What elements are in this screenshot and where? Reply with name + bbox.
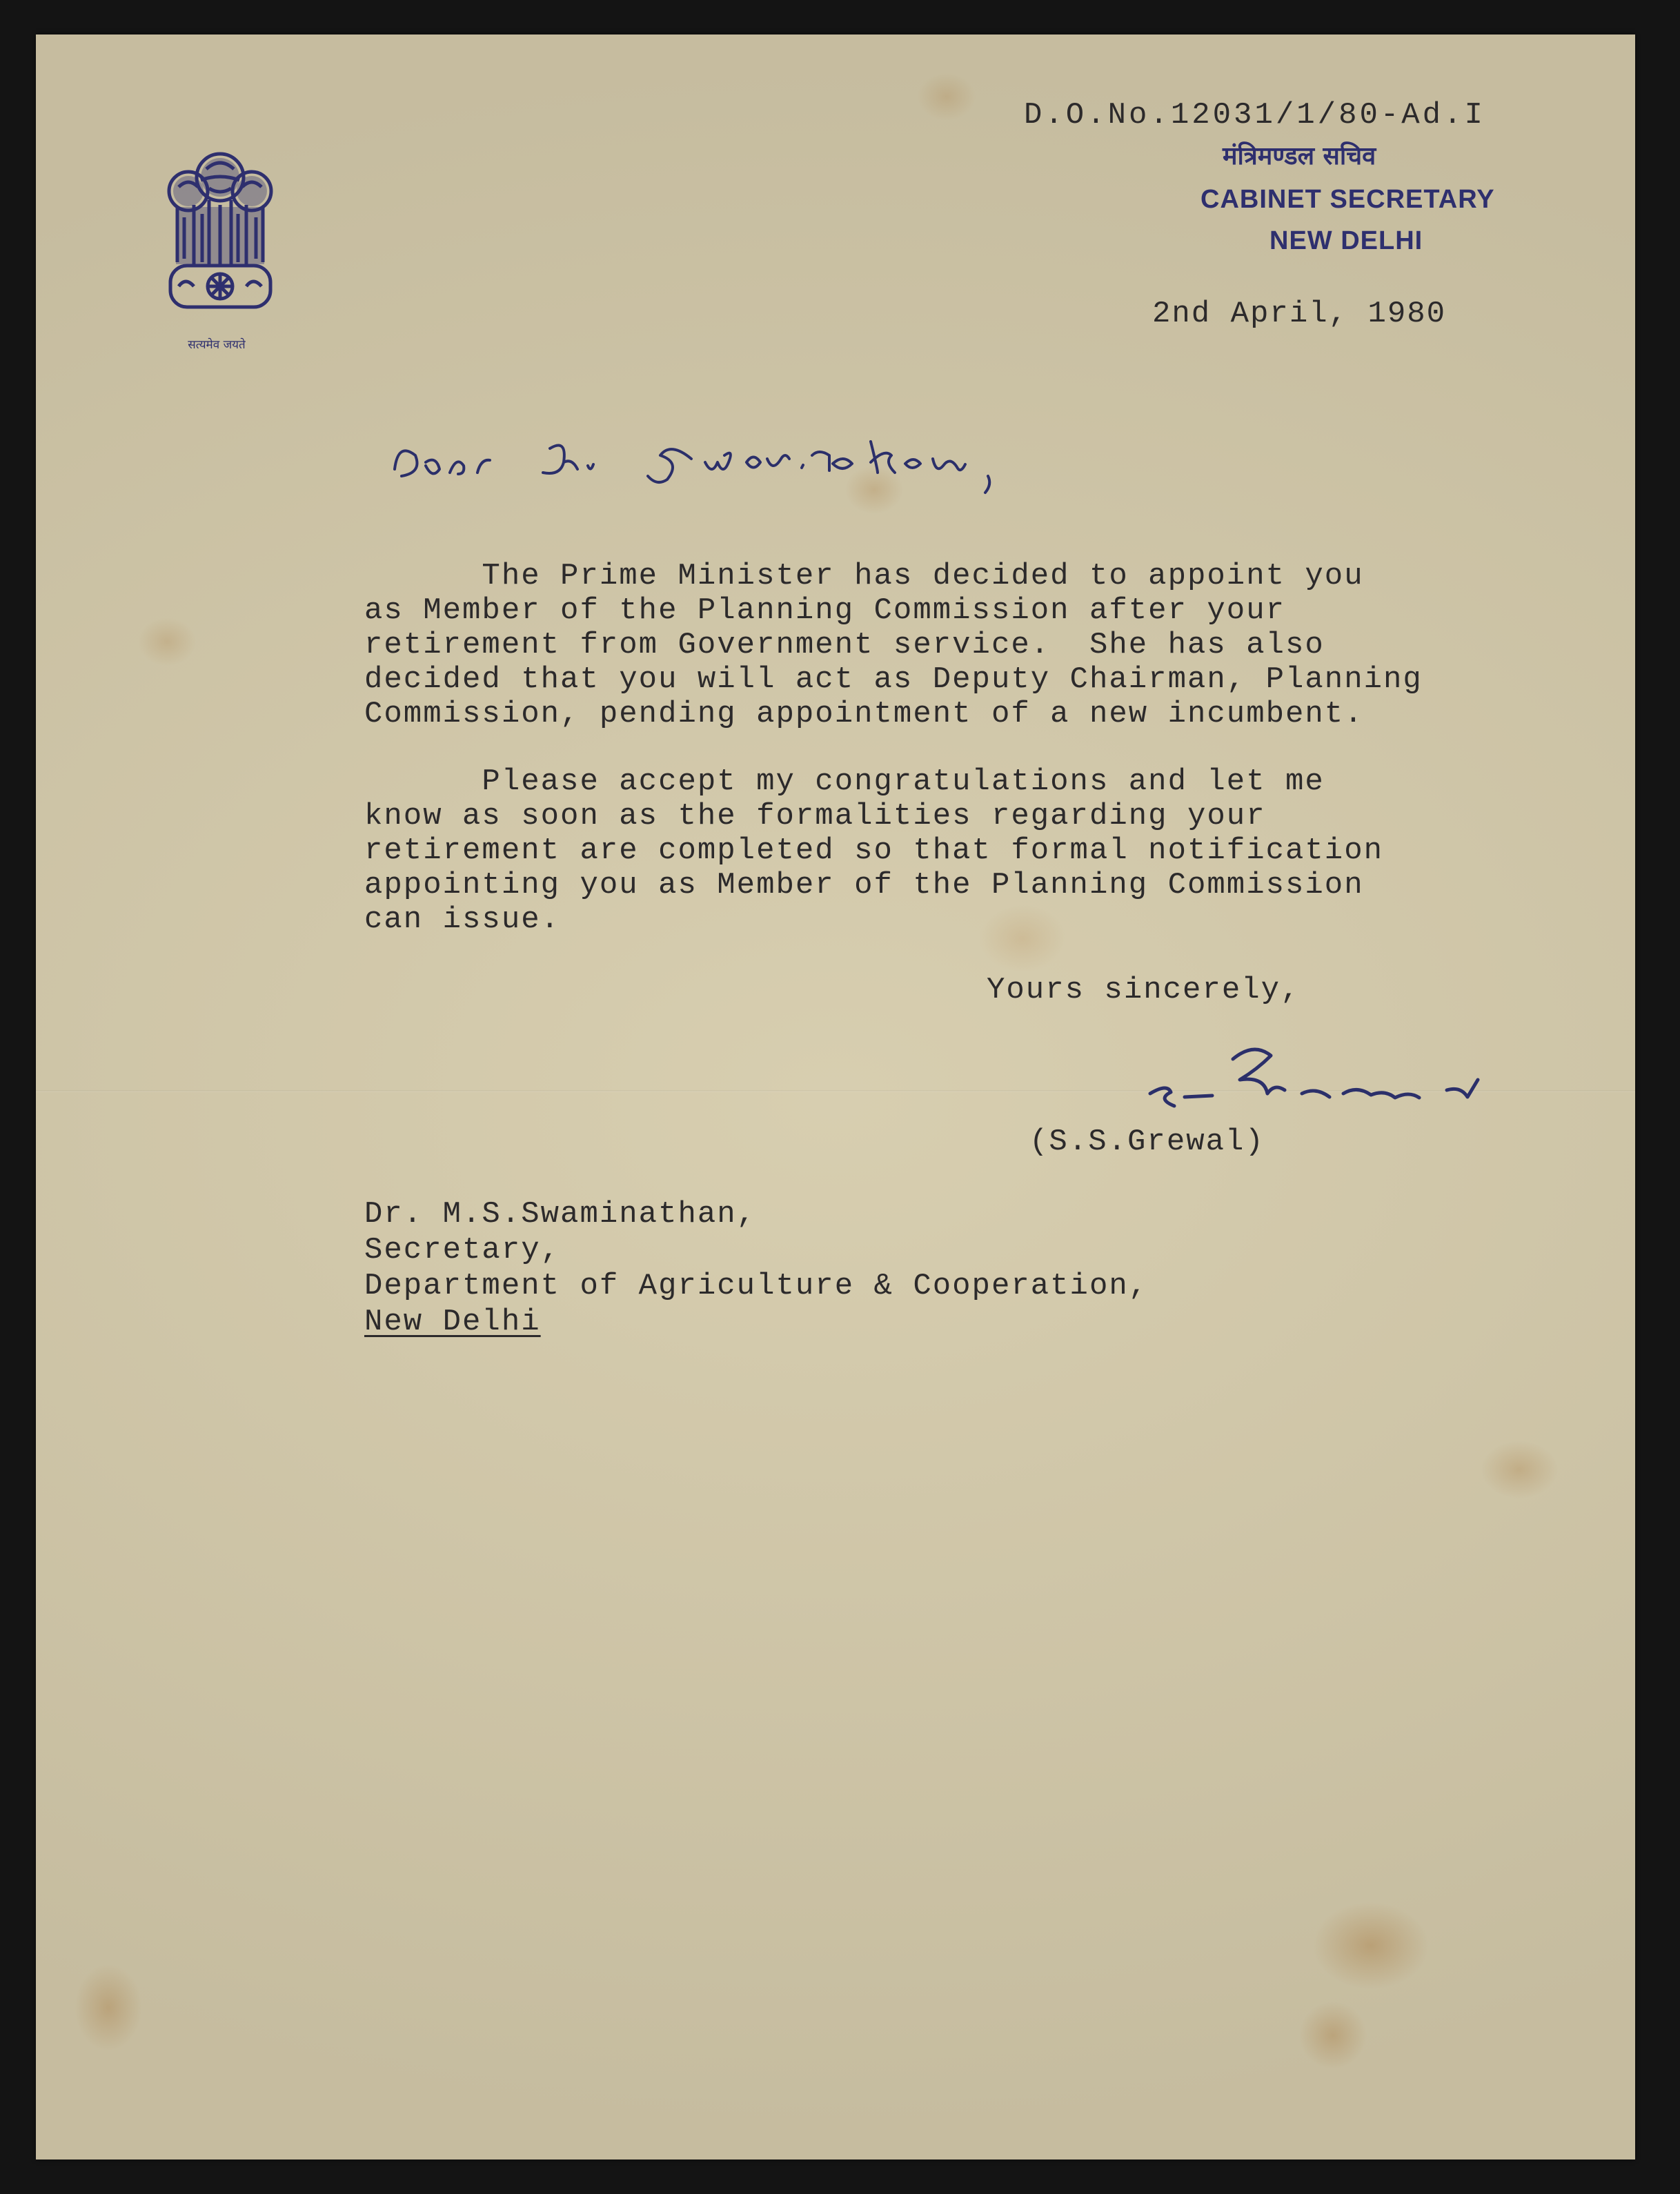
emblem-motto: सत्यमेव जयते [188, 338, 246, 352]
letter-sheet [36, 34, 1635, 2160]
recipient-designation: Secretary, [364, 1233, 561, 1267]
body-paragraph-2-line-5: can issue. [364, 902, 561, 937]
body-paragraph-2-line-4: appointing you as Member of the Planning Commission [364, 868, 1364, 902]
signatory-name: (S.S.Grewal) [1029, 1125, 1265, 1159]
letter-date: 2nd April, 1980 [1152, 297, 1447, 331]
body-paragraph-2-line-1: Please accept my congratulations and let me [364, 764, 1325, 799]
body-paragraph-2-line-3: retirement are completed so that formal notification [364, 833, 1384, 868]
body-paragraph-1-line-3: retirement from Government service. She has also [364, 628, 1325, 662]
body-paragraph-2-line-2: know as soon as the formalities regarding your [364, 799, 1266, 833]
body-paragraph-1-line-5: Commission, pending appointment of a new incumbent. [364, 697, 1364, 731]
stamp-hindi-title: मंत्रिमण्डल सचिव [1223, 142, 1376, 170]
stamp-cabinet-secretary: CABINET SECRETARY [1200, 185, 1495, 214]
handwritten-signature [1143, 1028, 1502, 1131]
recipient-department: Department of Agriculture & Cooperation, [364, 1269, 1149, 1303]
stamp-new-delhi: NEW DELHI [1269, 226, 1423, 255]
recipient-name: Dr. M.S.Swaminathan, [364, 1197, 757, 1232]
reference-number: D.O.No.12031/1/80-Ad.I [1024, 98, 1485, 132]
closing-yours-sincerely: Yours sincerely, [987, 973, 1301, 1007]
body-paragraph-1-line-4: decided that you will act as Deputy Chairman, Planning [364, 662, 1423, 697]
handwritten-salutation [388, 421, 1091, 497]
recipient-city: New Delhi [364, 1305, 541, 1339]
state-emblem-icon [164, 141, 277, 355]
body-paragraph-1-line-1: The Prime Minister has decided to appoint you [364, 559, 1364, 593]
body-paragraph-1-line-2: as Member of the Planning Commission after your [364, 593, 1286, 628]
